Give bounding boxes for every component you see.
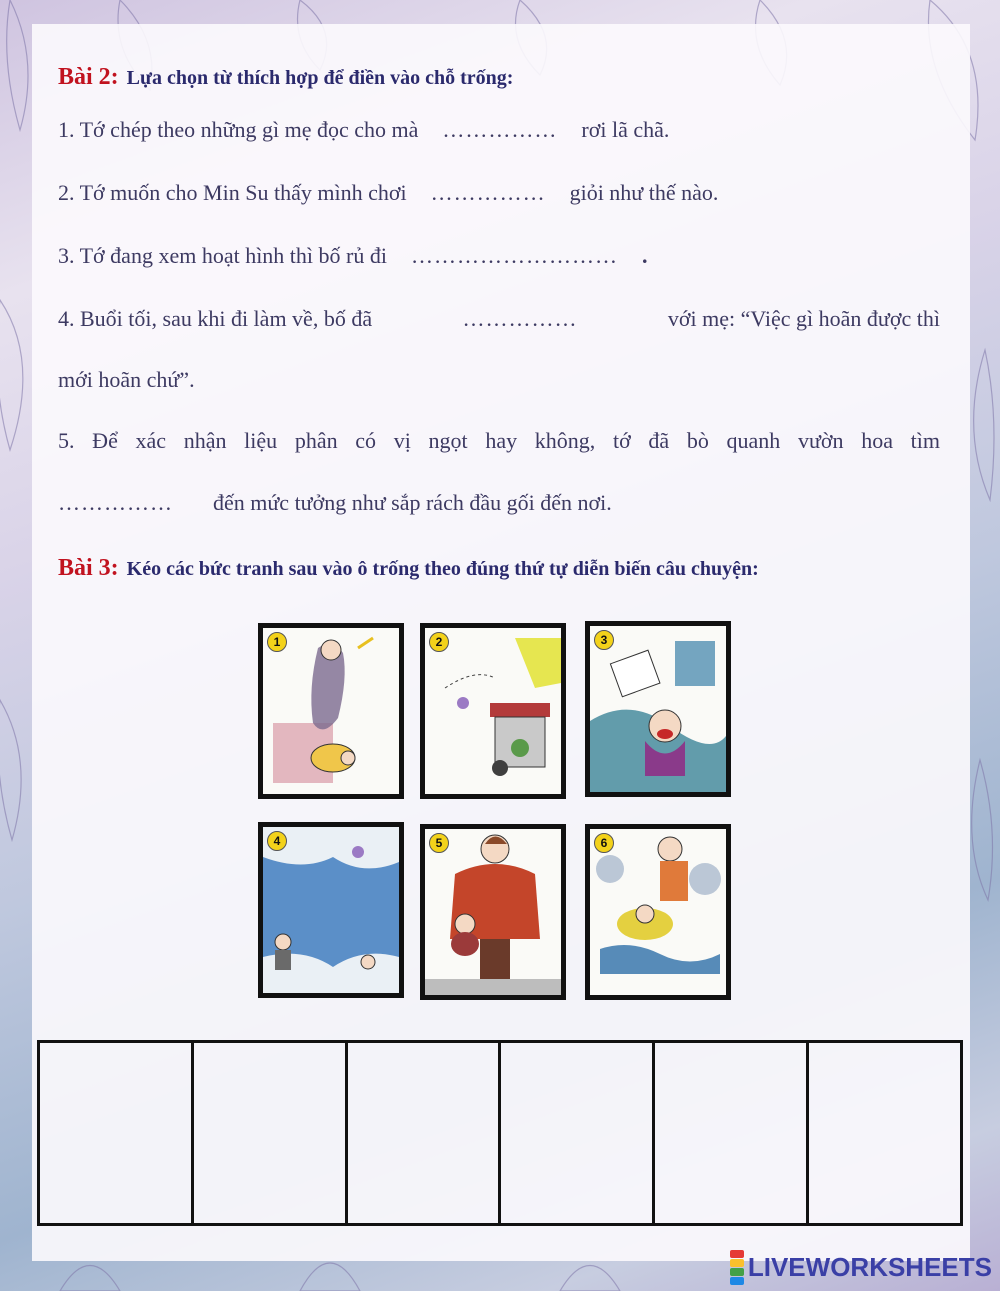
picture-number-badge: 4 (267, 831, 287, 851)
question-3-text: 3. Tớ đang xem hoạt hình thì bố rủ đi (58, 243, 387, 268)
liveworksheets-logo-icon (730, 1250, 744, 1285)
question-4 (58, 306, 940, 332)
question-5-blank[interactable]: …………… (58, 490, 173, 515)
picture-number-badge: 2 (429, 632, 449, 652)
story-picture-6[interactable] (585, 824, 731, 1000)
question-2-tail: giỏi như thế nào. (569, 180, 719, 205)
question-1-tail: rơi lã chã. (581, 117, 670, 142)
story-picture-3[interactable] (585, 621, 731, 797)
answer-slot-6[interactable] (809, 1043, 960, 1223)
question-2-text: 2. Tớ muốn cho Min Su thấy mình chơi (58, 180, 407, 205)
picture-number-badge: 6 (594, 833, 614, 853)
exercise-2-title: Lựa chọn từ thích hợp để điền vào chỗ trống: (126, 67, 514, 89)
question-5-line-2 (58, 490, 612, 516)
picture-number-badge: 3 (594, 630, 614, 650)
exercise-3-tag: Bài 3: (58, 555, 119, 581)
story-picture-1[interactable] (258, 623, 404, 799)
question-5-tail: đến mức tưởng như sắp rách đầu gối đến nơi. (213, 490, 612, 515)
exercise-3-title: Kéo các bức tranh sau vào ô trống theo đúng thứ tự diễn biến câu chuyện: (126, 558, 759, 580)
question-4-blank[interactable]: …………… (462, 306, 578, 331)
answer-slot-1[interactable] (40, 1043, 194, 1223)
answer-slot-3[interactable] (348, 1043, 502, 1223)
question-2-blank[interactable]: …………… (430, 180, 546, 205)
liveworksheets-brand-text: LIVEWORKSHEETS (747, 1252, 992, 1282)
crying-boy-illustration-icon (590, 626, 726, 792)
exercise-3-heading (58, 555, 759, 582)
exercise-2-tag: Bài 2: (58, 64, 119, 90)
picture-number-badge: 5 (429, 833, 449, 853)
answer-slots (37, 1040, 963, 1226)
question-1 (58, 117, 669, 143)
question-4-text: 4. Buổi tối, sau khi đi làm về, bố đã (58, 306, 373, 331)
story-picture-4[interactable] (258, 822, 404, 998)
garden-search-illustration-icon (590, 829, 726, 995)
question-4-tail: với mẹ: “Việc gì hoãn được thì (667, 306, 940, 331)
question-1-text: 1. Tớ chép theo những gì mẹ đọc cho mà (58, 117, 419, 142)
blue-sky-children-illustration-icon (263, 827, 399, 993)
question-3-tail: . (641, 243, 648, 268)
question-3-blank[interactable]: ……………………… (410, 243, 618, 268)
answer-slot-2[interactable] (194, 1043, 348, 1223)
street-shop-illustration-icon (425, 628, 561, 794)
father-child-illustration-icon (425, 829, 561, 995)
singing-mother-illustration-icon (263, 628, 399, 794)
story-picture-5[interactable] (420, 824, 566, 1000)
answer-slot-4[interactable] (501, 1043, 655, 1223)
question-2 (58, 180, 718, 206)
question-1-blank[interactable]: …………… (442, 117, 558, 142)
liveworksheets-logo (730, 1250, 992, 1285)
exercise-2-heading (58, 64, 513, 91)
question-3 (58, 243, 647, 269)
story-picture-2[interactable] (420, 623, 566, 799)
question-5-line-1: 5. Để xác nhận liệu phân có vị ngọt hay không, tớ đã bò quanh vườn hoa tìm (58, 428, 940, 453)
picture-number-badge: 1 (267, 632, 287, 652)
answer-slot-5[interactable] (655, 1043, 809, 1223)
question-4-continued: mới hoãn chứ”. (58, 367, 195, 392)
